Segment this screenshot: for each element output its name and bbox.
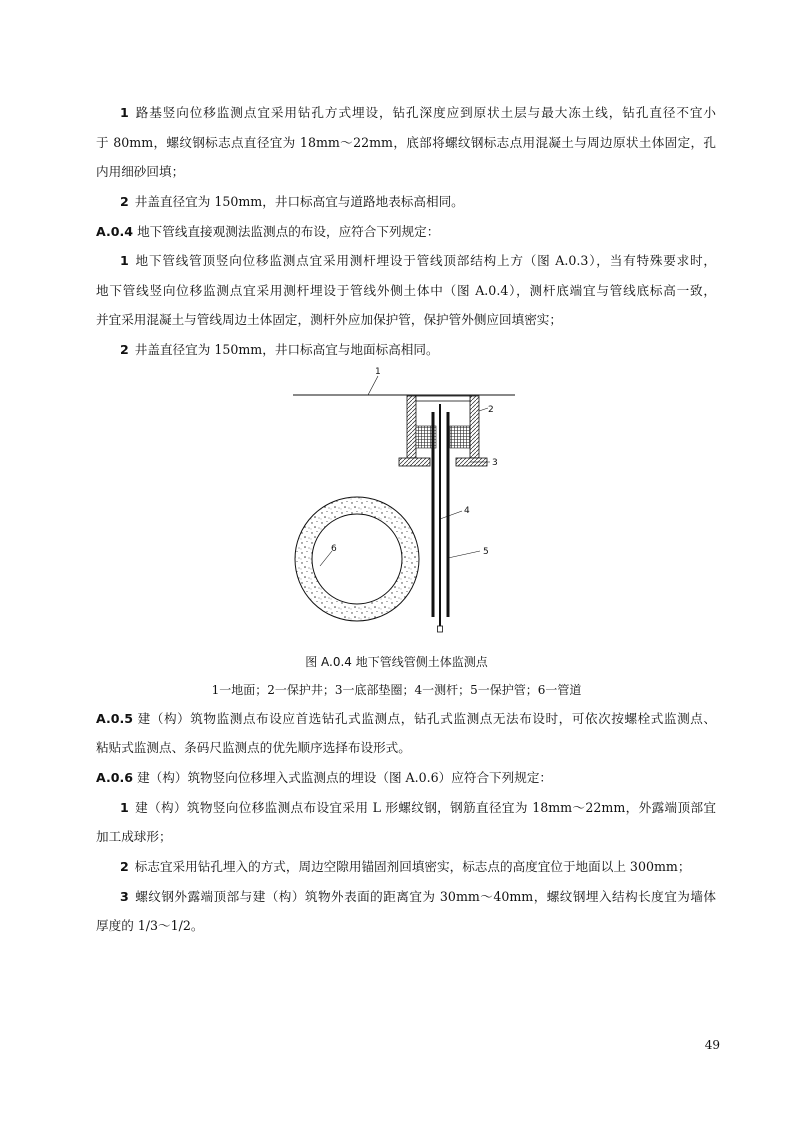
a04-item-2: [120, 341, 716, 359]
figure-a04-diagram: [280, 362, 540, 642]
text: 建（构）筑物监测点布设应首选钻孔式监测点，钻孔式监测点无法布设时，可依次按螺栓式监测点、: [137, 711, 716, 726]
section-a06-heading: [96, 769, 716, 787]
section-a05-line-1: [96, 710, 716, 728]
para-2: [120, 193, 716, 211]
figure-legend: 1一地面；2一保护井；3一底部垫圈；4一测杆；5一保护管；6一管道: [211, 683, 582, 697]
text: 螺纹钢外露端顶部与建（构）筑物外表面的距离宜为 30mm～40mm，螺纹钢埋入结构长度宜为墙体: [134, 889, 716, 904]
text: 地下管线管顶竖向位移监测点宜采用测杆埋设于管线顶部结构上方（图 A.0.3），当有特殊要求时，: [134, 253, 716, 268]
page-number: 49: [704, 1038, 720, 1052]
a04-item-1-line-1: [120, 252, 716, 270]
callout-2: 2: [488, 405, 494, 415]
a06-item-1-line-2: 加工成球形；: [96, 829, 172, 844]
section-a05-line-2: 粘贴式监测点、条码尺监测点的优先顺序选择布设形式。: [96, 740, 411, 755]
para-1-line-3: 内用细砂回填；: [96, 164, 185, 179]
well-right-wall: [470, 396, 479, 458]
text: 井盖直径宜为 150mm，井口标高宜与地面标高相同。: [134, 342, 439, 357]
item-number: 1: [120, 800, 129, 815]
callout-5: 5: [483, 547, 489, 557]
rod-foot: [438, 626, 443, 632]
a06-item-2: [120, 858, 716, 876]
a06-item-3-line-2: 厚度的 1/3～1/2。: [96, 918, 204, 933]
a06-item-1-line-1: [120, 799, 716, 817]
item-number: 1: [120, 253, 129, 268]
well-left-wall: [407, 396, 416, 458]
text: 标志宜采用钻孔埋入的方式，周边空隙用锚固剂回填密实，标志点的高度宜位于地面以上 300mm；: [134, 859, 691, 874]
para-1-line-1: [120, 104, 716, 122]
item-number: 2: [120, 859, 129, 874]
text: 建（构）筑物竖向位移监测点布设宜采用 L 形螺纹钢，钢筋直径宜为 18mm～22mm，外露端顶部宜: [134, 800, 716, 815]
callout-1: 1: [375, 367, 381, 377]
a04-item-1-line-2: 地下管线竖向位移监测点宜采用测杆埋设于管线外侧土体中（图 A.0.4），测杆底端宜与管线底标高一致，: [96, 283, 716, 298]
section-code: A.0.5: [96, 711, 134, 726]
base-ring-left: [399, 458, 430, 466]
para-1-line-2: 于 80mm，螺纹钢标志点直径宜为 18mm～22mm，底部将螺纹钢标志点用混凝土与周边原状土体固定，孔: [96, 135, 716, 150]
gasket-right: [450, 426, 470, 448]
item-number: 2: [120, 194, 129, 209]
figure-caption: 图 A.0.4 地下管线管侧土体监测点: [305, 655, 488, 669]
text: 路基竖向位移监测点宜采用钻孔方式埋设，钻孔深度应到原状土层与最大冻土线，钻孔直径不宜小: [134, 105, 716, 120]
section-a04-heading: [96, 223, 716, 241]
callout-4: 4: [464, 506, 470, 516]
text: 地下管线直接观测法监测点的布设，应符合下列规定：: [137, 224, 440, 239]
callout-6: 6: [331, 544, 337, 554]
item-number: 2: [120, 342, 129, 357]
callout-3: 3: [492, 458, 498, 468]
text: 建（构）筑物竖向位移埋入式监测点的埋设（图 A.0.6）应符合下列规定：: [137, 770, 553, 785]
text: 井盖直径宜为 150mm，井口标高宜与道路地表标高相同。: [134, 194, 464, 209]
a06-item-3-line-1: [120, 888, 716, 906]
a04-item-1-line-3: 并宜采用混凝土与管线周边土体固定，测杆外应加保护管，保护管外侧应回填密实；: [96, 312, 562, 327]
section-code: A.0.6: [96, 770, 134, 785]
item-number: 1: [120, 105, 129, 120]
section-code: A.0.4: [96, 224, 134, 239]
item-number: 3: [120, 889, 129, 904]
well-cover: [416, 396, 470, 401]
